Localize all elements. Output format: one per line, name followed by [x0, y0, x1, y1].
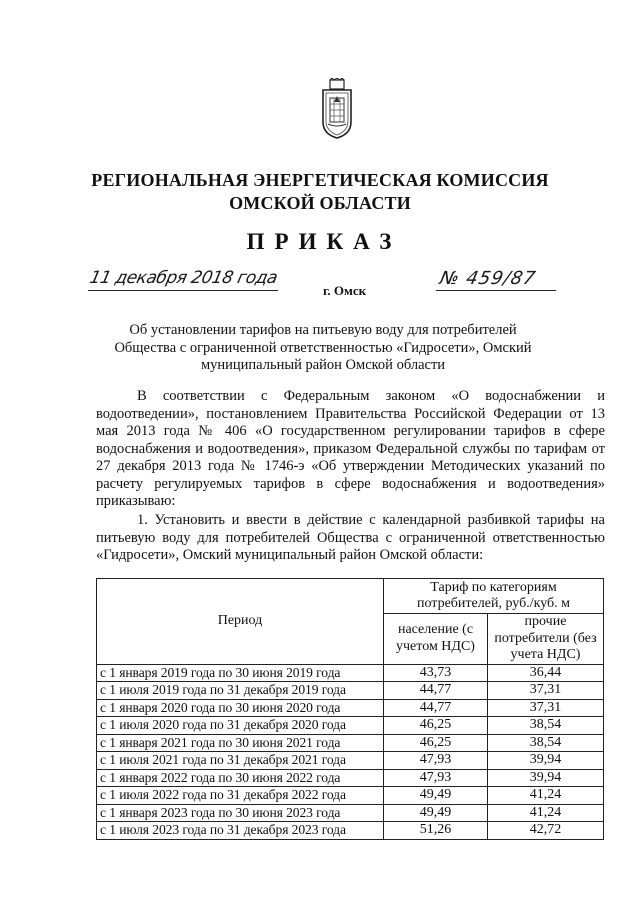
table-row — [97, 769, 604, 787]
number-underline — [436, 290, 556, 291]
other-tariff-cell: 39,94 — [488, 752, 604, 770]
order-subject — [96, 322, 550, 375]
column-header-other: прочие потребители (без учета НДС) — [488, 614, 604, 665]
other-tariff-cell: 38,54 — [488, 717, 604, 735]
handwritten-order-number: № 459/87 — [437, 268, 539, 289]
table-row — [97, 804, 604, 822]
table-row — [97, 752, 604, 770]
period-cell: с 1 июля 2021 года по 31 декабря 2021 года — [97, 752, 384, 770]
table-row — [97, 734, 604, 752]
column-header-period: Период — [97, 579, 384, 665]
column-header-population: население (с учетом НДС) — [384, 614, 488, 665]
omsk-coat-of-arms-icon — [320, 78, 354, 140]
other-tariff-cell: 36,44 — [488, 664, 604, 682]
table-row — [97, 664, 604, 682]
period-cell: с 1 января 2023 года по 30 июня 2023 года — [97, 804, 384, 822]
organization-name-line2: ОМСКОЙ ОБЛАСТИ — [229, 193, 411, 213]
tariff-table — [96, 578, 604, 840]
period-cell: с 1 июля 2022 года по 31 декабря 2022 года — [97, 787, 384, 805]
city: г. Омск — [323, 283, 367, 298]
preamble-paragraph: В соответствии с Федеральным законом «О водоснабжении и водоотведении», постановлением Правительства Российской Федерации от 13 мая 2013 года № 406 «О государственном регулировании тарифов в сфере водоснабжения и водоотведения», приказом Федеральной службы по тарифам от 27 декабря 2013 года № 1746-э «Об утверждении Методических указаний по расчету регулируемых тарифов в сфере водоснабжения и водоотведения» приказываю: — [96, 388, 605, 509]
period-cell: с 1 января 2020 года по 30 июня 2020 года — [97, 699, 384, 717]
date-underline — [88, 290, 278, 291]
table-row — [97, 717, 604, 735]
table-row — [97, 699, 604, 717]
other-tariff-cell: 37,31 — [488, 682, 604, 700]
population-tariff-cell: 49,49 — [384, 787, 488, 805]
other-tariff-cell: 38,54 — [488, 734, 604, 752]
population-tariff-cell: 43,73 — [384, 664, 488, 682]
population-tariff-cell: 47,93 — [384, 752, 488, 770]
period-cell: с 1 июля 2020 года по 31 декабря 2020 года — [97, 717, 384, 735]
column-header-tariff-group: Тариф по категориям потребителей, руб./куб. м — [384, 579, 604, 614]
period-cell: с 1 января 2022 года по 30 июня 2022 года — [97, 769, 384, 787]
organization-name-line1: РЕГИОНАЛЬНАЯ ЭНЕРГЕТИЧЕСКАЯ КОМИССИЯ — [91, 170, 549, 190]
period-cell: с 1 января 2021 года по 30 июня 2021 года — [97, 734, 384, 752]
period-cell: с 1 января 2019 года по 30 июня 2019 года — [97, 664, 384, 682]
population-tariff-cell: 46,25 — [384, 717, 488, 735]
period-cell: с 1 июля 2019 года по 31 декабря 2019 года — [97, 682, 384, 700]
handwritten-date: 11 декабря 2018 года — [87, 268, 280, 288]
table-row — [97, 787, 604, 805]
population-tariff-cell: 44,77 — [384, 699, 488, 717]
document-title: ПРИКАЗ — [246, 229, 402, 254]
subject-line: Общества с ограниченной ответственностью «Гидросети», Омский — [114, 339, 532, 356]
other-tariff-cell: 42,72 — [488, 822, 604, 840]
other-tariff-cell: 41,24 — [488, 787, 604, 805]
other-tariff-cell: 37,31 — [488, 699, 604, 717]
population-tariff-cell: 46,25 — [384, 734, 488, 752]
subject-line: Об установлении тарифов на питьевую воду для потребителей — [129, 322, 517, 338]
period-cell: с 1 июля 2023 года по 31 декабря 2023 года — [97, 822, 384, 840]
other-tariff-cell: 41,24 — [488, 804, 604, 822]
population-tariff-cell: 51,26 — [384, 822, 488, 840]
clause-1-paragraph: 1. Установить и ввести в действие с календарной разбивкой тарифы на питьевую воду для потребителей Общества с ограниченной ответственностью «Гидросети», Омский муниципальный район Омской области: — [96, 512, 605, 563]
population-tariff-cell: 44,77 — [384, 682, 488, 700]
population-tariff-cell: 49,49 — [384, 804, 488, 822]
table-row — [97, 682, 604, 700]
population-tariff-cell: 47,93 — [384, 769, 488, 787]
table-row — [97, 822, 604, 840]
subject-line: муниципальный район Омской области — [200, 357, 446, 373]
other-tariff-cell: 39,94 — [488, 769, 604, 787]
